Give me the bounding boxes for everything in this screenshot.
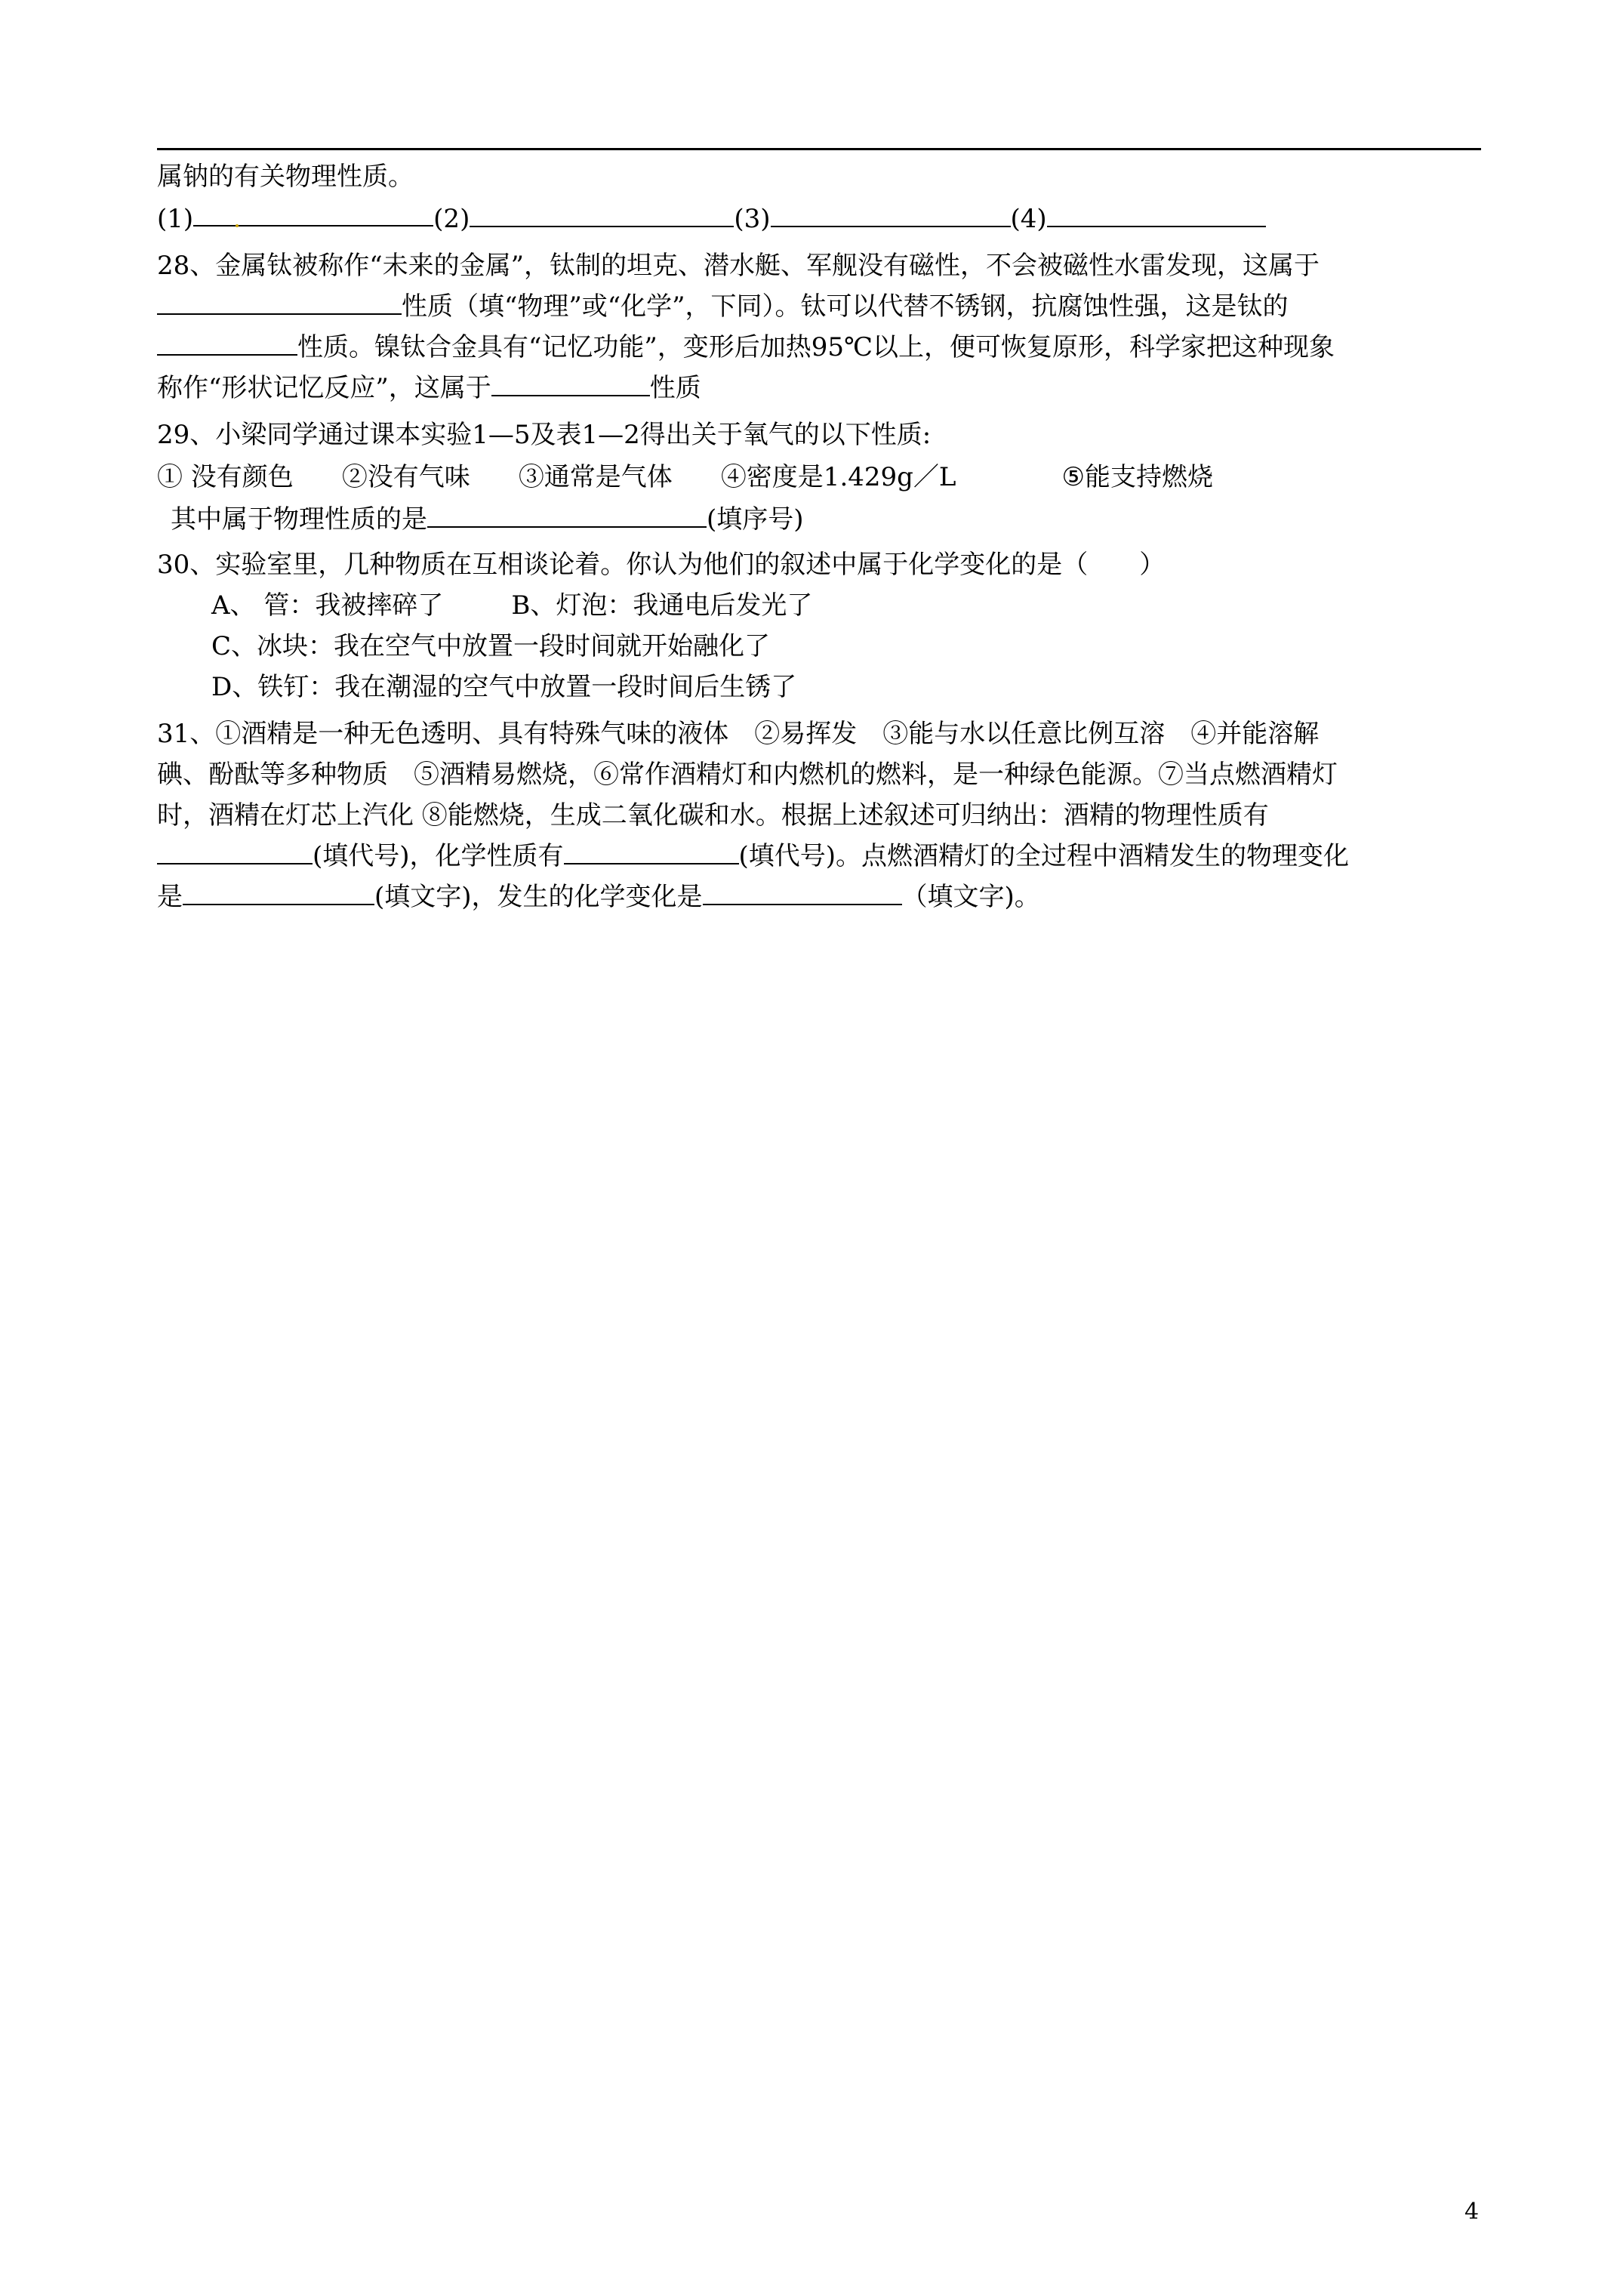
- q29-option-3: ③通常是气体: [518, 462, 673, 492]
- q29-options: [157, 461, 1213, 494]
- q29-text-3a: 其中属于物理性质的是: [171, 504, 427, 535]
- q29-line-1: [157, 418, 931, 451]
- q27-label-2: (2): [433, 204, 470, 234]
- q28-line-4: [157, 371, 701, 405]
- q28-blank-3[interactable]: [491, 372, 650, 396]
- q29-line-3: [171, 503, 804, 536]
- q27-blank-3[interactable]: [771, 203, 1011, 227]
- q30-option-a: A、 管：我被摔碎了: [211, 590, 444, 621]
- q31-line-4: [157, 840, 1349, 873]
- q27-label-4: (4): [1010, 204, 1047, 234]
- q28-text-4a: 称作“形状记忆反应”，这属于: [157, 373, 491, 403]
- q28-line-1: [157, 249, 1320, 282]
- q27-blank-1[interactable]: [193, 202, 433, 227]
- q31-text-5b: (填文字)，发生的化学变化是: [374, 882, 703, 912]
- q30-stem: [157, 548, 1165, 581]
- q27-tail: [157, 160, 414, 193]
- q31-text-5c: （填文字)。: [901, 882, 1040, 912]
- q30-option-b: B、灯泡：我通电后发光了: [511, 590, 813, 621]
- q28-text-1: 28、金属钛被称作“未来的金属”，钛制的坦克、潜水艇、军舰没有磁性，不会被磁性水雷发现，这属于: [157, 251, 1320, 281]
- q31-blank-2[interactable]: [564, 840, 739, 864]
- stray-mark: [236, 224, 239, 227]
- q30-option-c: C、冰块：我在空气中放置一段时间就开始融化了: [211, 631, 771, 661]
- q29-option-2: ②没有气味: [341, 462, 470, 492]
- q27-label-1: (1): [157, 204, 194, 234]
- q31-blank-3[interactable]: [183, 881, 374, 905]
- q29-blank[interactable]: [427, 504, 707, 528]
- q28-line-3: [157, 331, 1335, 364]
- q28-text-4b: 性质: [649, 373, 701, 403]
- q30-option-d-line: [211, 670, 796, 704]
- q31-line-2: [157, 758, 1338, 791]
- q29-option-4: ④密度是1.429g／L: [720, 462, 956, 492]
- q27-tail-text: 属钠的有关物理性质。: [157, 162, 414, 192]
- q31-blank-4[interactable]: [703, 881, 902, 905]
- page-number: 4: [1464, 2199, 1480, 2225]
- q31-text-5a: 是: [157, 882, 183, 912]
- q27-label-3: (3): [734, 204, 771, 234]
- q31-text-2: 碘、酚酞等多种物质 ⑤酒精易燃烧，⑥常作酒精灯和内燃机的燃料，是一种绿色能源。⑦当点燃酒精灯: [157, 760, 1338, 790]
- q31-blank-1[interactable]: [157, 840, 313, 864]
- q31-line-3: [157, 799, 1269, 832]
- q28-text-3: 性质。镍钛合金具有“记忆功能”，变形后加热95℃以上，便可恢复原形，科学家把这种现象: [297, 332, 1335, 362]
- q30-option-c-line: [211, 630, 770, 663]
- q31-text-1: 31、①酒精是一种无色透明、具有特殊气味的液体 ②易挥发 ③能与水以任意比例互溶 ④并能溶解: [157, 719, 1320, 749]
- q31-text-3: 时，酒精在灯芯上汽化 ⑧能燃烧，生成二氧化碳和水。根据上述叙述可归纳出：酒精的物理性质有: [157, 800, 1269, 831]
- q30-options-ab: [211, 589, 812, 622]
- q30-option-d: D、铁钉：我在潮湿的空气中放置一段时间后生锈了: [211, 672, 797, 702]
- q28-blank-2[interactable]: [157, 331, 297, 356]
- q31-text-4b: (填代号)。点燃酒精灯的全过程中酒精发生的物理变化: [738, 841, 1350, 871]
- q27-blank-4[interactable]: [1047, 203, 1266, 227]
- header-rule: [157, 148, 1481, 150]
- q27-blank-2[interactable]: [470, 203, 734, 227]
- q28-blank-1[interactable]: [157, 291, 402, 315]
- q29-text-3b: (填序号): [707, 504, 804, 535]
- q29-option-5: ⑤能支持燃烧: [1061, 462, 1213, 492]
- q28-line-2: [157, 290, 1289, 323]
- q31-line-1: [157, 717, 1319, 750]
- q30-stem-text: 30、实验室里，几种物质在互相谈论着。你认为他们的叙述中属于化学变化的是（ ）: [157, 550, 1166, 580]
- q28-text-2: 性质（填“物理”或“化学”，下同）。钛可以代替不锈钢，抗腐蚀性强，这是钛的: [402, 291, 1289, 322]
- q31-text-4a: (填代号)，化学性质有: [313, 841, 564, 871]
- q29-option-1: ① 没有颜色: [157, 462, 294, 492]
- q29-text-1: 29、小梁同学通过课本实验1—5及表1—2得出关于氧气的以下性质:: [157, 420, 932, 450]
- q31-line-5: [157, 880, 1040, 914]
- q27-blanks: [157, 202, 1266, 236]
